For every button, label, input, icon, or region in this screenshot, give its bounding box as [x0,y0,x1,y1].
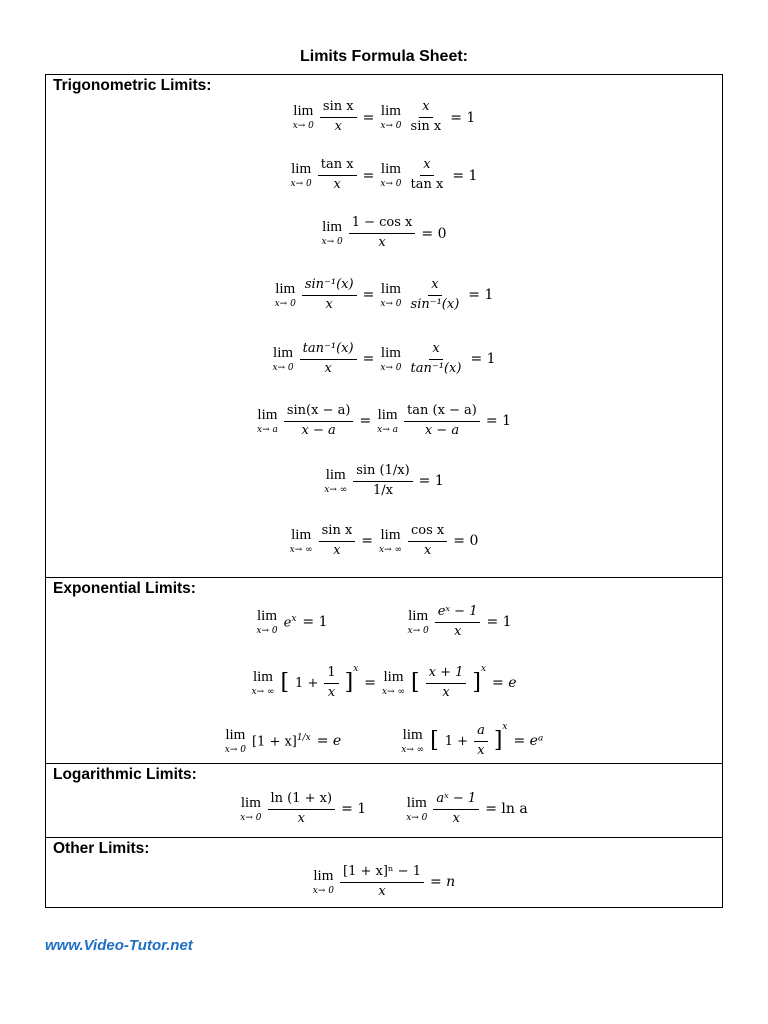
lim-word: lim [257,406,278,423]
numerator: [1 + x]ⁿ − 1 [340,865,424,883]
lim-subscript: x→ 0 [224,744,246,755]
right-bracket: ] [493,728,503,753]
denominator: x [327,684,336,700]
formula-table [45,74,723,908]
denominator: x [325,296,333,312]
lim-subscript: x→ 0 [380,179,402,189]
numerator: tan x [318,158,357,176]
exponent: x [353,664,359,674]
result: = 1 [302,614,328,630]
lim-subscript: x→ 0 [272,362,294,373]
expression: $e^x$ [283,613,297,631]
denominator: x [423,542,432,558]
denominator: tan x [410,177,444,192]
denominator: x [378,235,386,250]
denominator: x [324,360,332,376]
formula-exp-row-1 [46,598,722,646]
equals-sign: = [364,675,377,691]
formula-exp-2 [408,605,512,640]
denominator: x − a [424,422,460,438]
lim-word: lim [322,219,343,235]
denominator: x [334,119,342,134]
denominator: x [333,542,341,558]
left-bracket: [ [430,728,439,753]
equals-sign: = [362,167,375,184]
formula-trig-4 [46,271,722,319]
section-heading-trigonometric: Trigonometric Limits: [53,77,212,94]
result: = 1 [468,287,494,303]
numerator: cos x [408,524,447,542]
page-title: Limits Formula Sheet: [299,48,469,65]
formula-trig-3 [46,211,722,256]
lim-subscript: x→ 0 [240,812,262,823]
result: = 1 [452,167,478,184]
numerator: 1 [324,666,338,684]
lim-subscript: x→ a [257,424,278,435]
section-logarithmic [46,763,722,837]
denominator: x [378,883,386,899]
lim-subscript: x→ ∞ [382,686,406,697]
numerator: sin⁻¹(x) [302,278,357,296]
one-plus: 1 + [444,733,469,749]
lim-word: lim [293,103,314,119]
result: = 0 [421,225,447,242]
result: = 1 [341,801,367,817]
lim-subscript: x→ ∞ [251,686,275,697]
exponent: x [502,722,508,732]
one-plus: 1 + [295,675,319,691]
numerator: 1 − cos x [349,216,416,234]
lim-subscript: x→ 0 [256,625,278,636]
lim-subscript: x→ ∞ [289,544,313,555]
right-bracket: ] [344,670,354,695]
section-heading-exponential: Exponential Limits: [53,580,196,597]
lim-word: lim [240,794,261,811]
denominator: tan⁻¹(x) [410,360,462,376]
numerator: tan (x − a) [404,404,480,422]
numerator: aˣ − 1 [433,792,479,810]
result: = 1 [418,473,444,489]
denominator: x [452,810,460,826]
formula-trig-8 [46,517,722,565]
result: = n [429,874,456,890]
lim-word: lim [252,668,273,685]
denominator: x [477,742,485,758]
section-heading-logarithmic: Logarithmic Limits: [53,766,197,783]
result: = 1 [450,109,476,126]
numerator: x [419,100,432,118]
lim-word: lim [313,867,334,884]
denominator: x [442,684,450,700]
formula-other-1 [46,858,722,906]
lim-subscript: x→ 0 [312,885,335,896]
lim-word: lim [380,103,401,119]
result: = 1 [470,351,496,367]
lim-subscript: x→ 0 [380,298,402,309]
formula-trig-5 [46,335,722,383]
result: = eᵃ [513,733,544,749]
equals-sign: = [359,413,372,429]
formula-exp-4 [225,728,341,755]
numerator: ln (1 + x) [268,792,336,810]
lim-word: lim [408,607,429,624]
numerator: sin(x − a) [284,404,354,422]
formula-trig-1 [46,95,722,140]
equals-sign: = [362,109,375,126]
numerator: tan⁻¹(x) [300,342,357,360]
lim-subscript: x→ 0 [292,121,314,131]
equals-sign: = [361,533,374,549]
denominator: 1/x [372,482,393,498]
right-bracket: ] [472,670,481,695]
denominator: x − a [301,422,336,438]
numerator: sin (1/x) [353,464,412,482]
numerator: eˣ − 1 [435,605,481,623]
exponent: x [480,664,487,674]
formula-trig-2 [46,153,722,198]
result: = e [492,675,517,691]
lim-word: lim [380,344,401,361]
denominator: sin⁻¹(x) [410,296,460,312]
lim-subscript: x→ 0 [407,625,429,636]
result: = 1 [486,614,512,630]
lim-word: lim [225,726,246,743]
equals-sign: = [362,351,375,367]
formula-log-1 [240,792,366,827]
result: = 1 [485,413,511,429]
lim-subscript: x→ ∞ [379,544,403,555]
lim-word: lim [273,344,294,361]
lim-word: lim [291,161,312,177]
expression: $[1 + x]^{1/x}$ [251,732,311,750]
lim-word: lim [380,161,401,177]
lim-word: lim [275,280,296,297]
lim-subscript: x→ 0 [290,179,312,189]
lim-subscript: x→ 0 [274,298,296,309]
numerator: x + 1 [426,666,467,684]
lim-subscript: x→ ∞ [401,744,425,755]
formula-exp-row-3 [46,718,722,764]
lim-subscript: x→ ∞ [324,484,348,495]
lim-word: lim [291,526,312,543]
formula-trig-6 [46,397,722,445]
section-exponential [46,577,722,763]
numerator: a [474,724,488,742]
lim-word: lim [377,406,398,423]
formula-exp-5 [401,724,543,759]
lim-word: lim [383,668,404,685]
lim-subscript: x→ 0 [321,237,343,247]
denominator: x [453,623,462,639]
denominator: x [297,810,305,826]
formula-exp-row-2 [46,658,722,708]
formula-log-2 [406,792,528,827]
numerator: x [420,158,433,176]
lim-subscript: x→ 0 [380,362,402,373]
equals-sign: = [362,287,375,303]
website-link[interactable]: www.Video-Tutor.net [45,937,193,954]
result: = ln a [485,801,528,817]
left-bracket: [ [280,670,290,695]
section-other [46,837,722,907]
lim-subscript: x→ 0 [406,812,428,823]
numerator: x [429,342,442,360]
section-trigonometric [46,75,722,577]
lim-word: lim [325,466,346,483]
section-heading-other: Other Limits: [53,840,150,857]
formula-exp-1 [256,609,327,636]
formula-trig-7 [46,457,722,505]
denominator: x [333,177,341,192]
left-bracket: [ [411,670,420,695]
lim-subscript: x→ 0 [380,121,402,131]
lim-word: lim [380,526,401,543]
lim-word: lim [406,794,427,811]
numerator: x [428,278,441,296]
denominator: sin x [410,119,442,134]
lim-word: lim [402,726,423,743]
result: = e [316,733,342,749]
numerator: sin x [319,524,356,542]
formula-log-row [46,784,722,834]
lim-word: lim [380,280,401,297]
lim-subscript: x→ a [377,424,399,435]
numerator: sin x [320,100,357,118]
lim-word: lim [257,607,278,624]
result: = 0 [453,533,479,549]
